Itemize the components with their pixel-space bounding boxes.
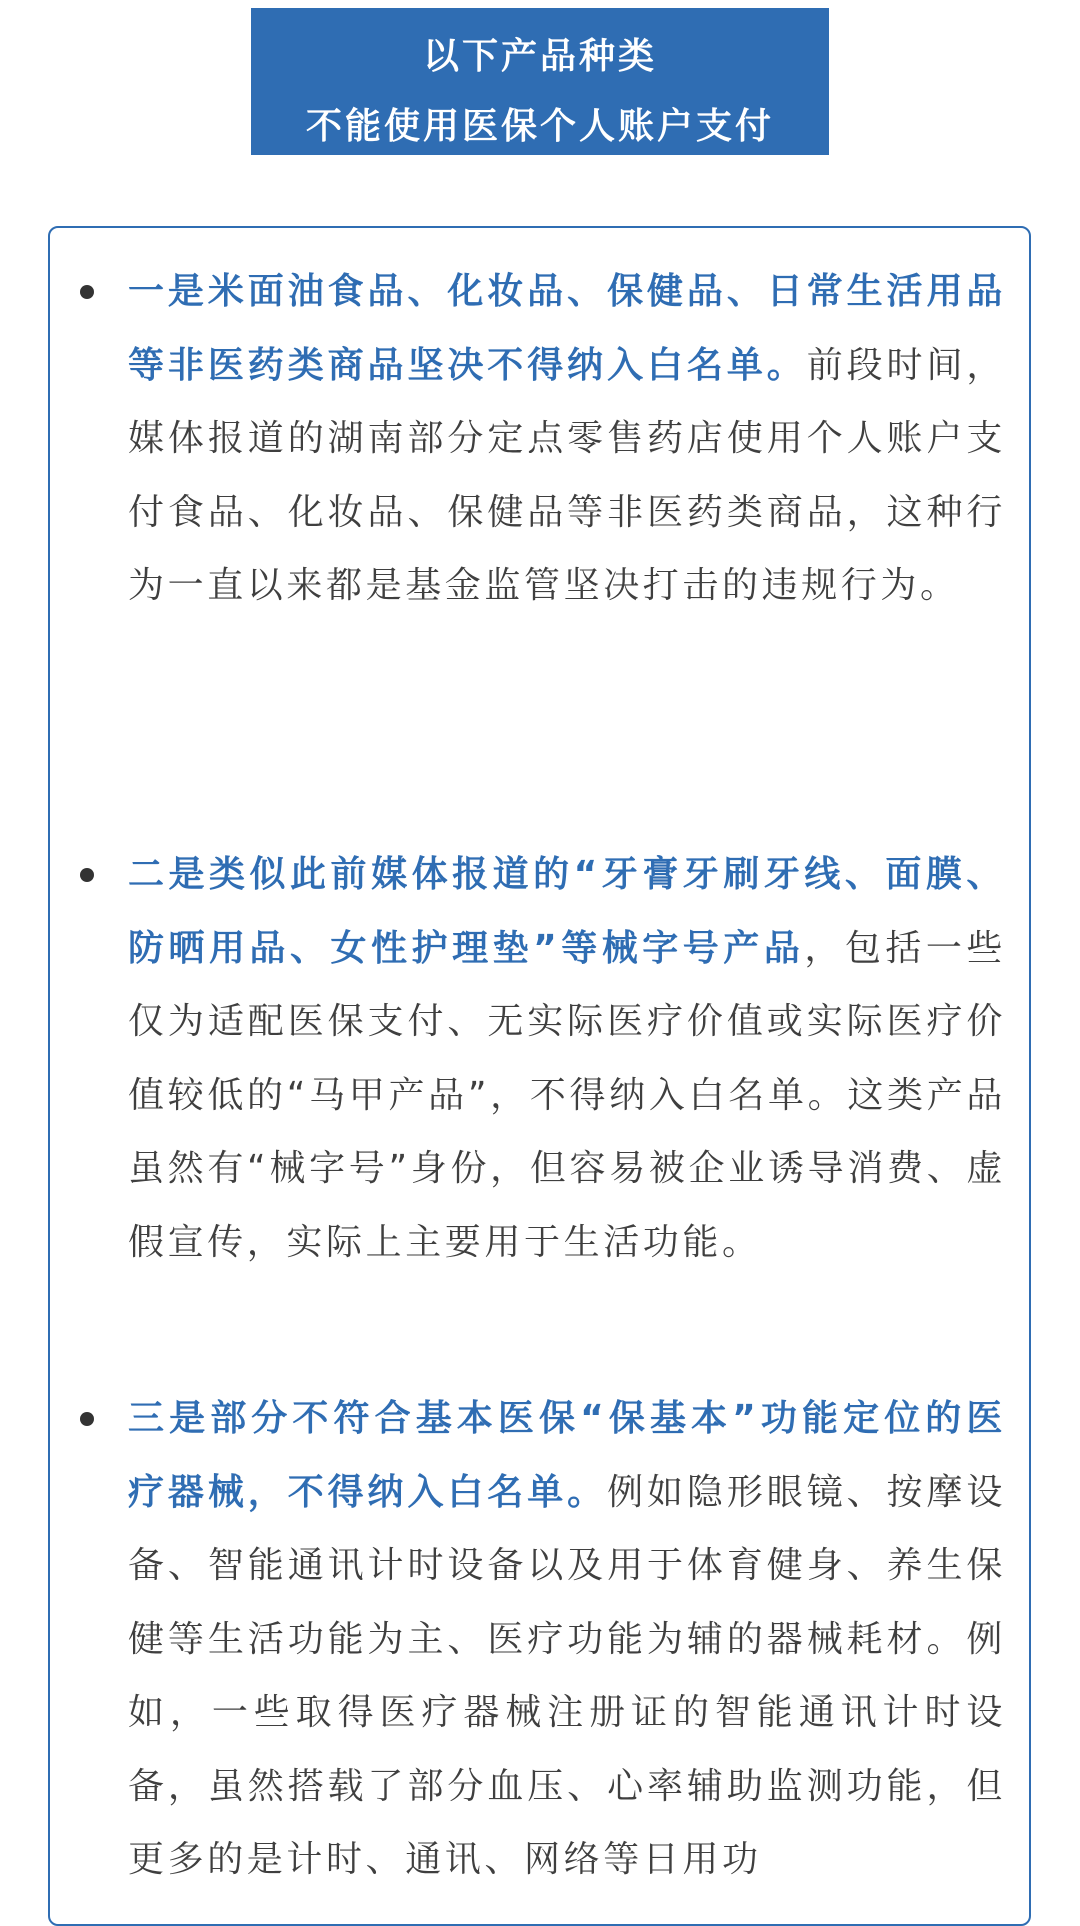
- item-highlight: 二是类似此前媒体报道的“牙膏牙刷牙线、面膜、防晒用品、女性护理垫”等械字号产品: [128, 854, 1006, 969]
- item-body: ，包括一些仅为适配医保支付、无实际医疗价值或实际医疗价值较低的“马甲产品”，不得纳入白名单。这类产品虽然有“械字号”身份，但容易被企业诱导消费、虚假宣传，实际上主要用于生活功能。: [128, 927, 1006, 1263]
- title-line-2: 不能使用医保个人账户支付: [305, 106, 774, 147]
- section-title-banner: [251, 8, 829, 155]
- bullet-icon: [80, 868, 94, 882]
- item-paragraph: [128, 838, 1006, 1279]
- item-highlight: 一是米面油食品、化妆品、保健品、日常生活用品等非医药类商品坚决不得纳入白名单。: [128, 271, 1006, 386]
- item-body: 例如隐形眼镜、按摩设备、智能通讯计时设备以及用于体育健身、养生保健等生活功能为主、医疗功能为辅的器械耗材。例如，一些取得医疗器械注册证的智能通讯计时设备，虽然搭载了部分血压、心率辅助监测功能，但更多的是计时、通讯、网络等日用功: [128, 1471, 1006, 1880]
- item-body: 前段时间，媒体报道的湖南部分定点零售药店使用个人账户支付食品、化妆品、保健品等非医药类商品，这种行为一直以来都是基金监管坚决打击的违规行为。: [128, 344, 1006, 606]
- content-panel: [48, 226, 1031, 1926]
- title-line-1: 以下产品种类: [422, 36, 657, 77]
- bullet-icon: [80, 285, 94, 299]
- bullet-icon: [80, 1412, 94, 1426]
- item-paragraph: [128, 1382, 1006, 1897]
- item-highlight: 三是部分不符合基本医保“保基本”功能定位的医疗器械，不得纳入白名单。: [128, 1398, 1006, 1513]
- item-paragraph: [128, 255, 1006, 623]
